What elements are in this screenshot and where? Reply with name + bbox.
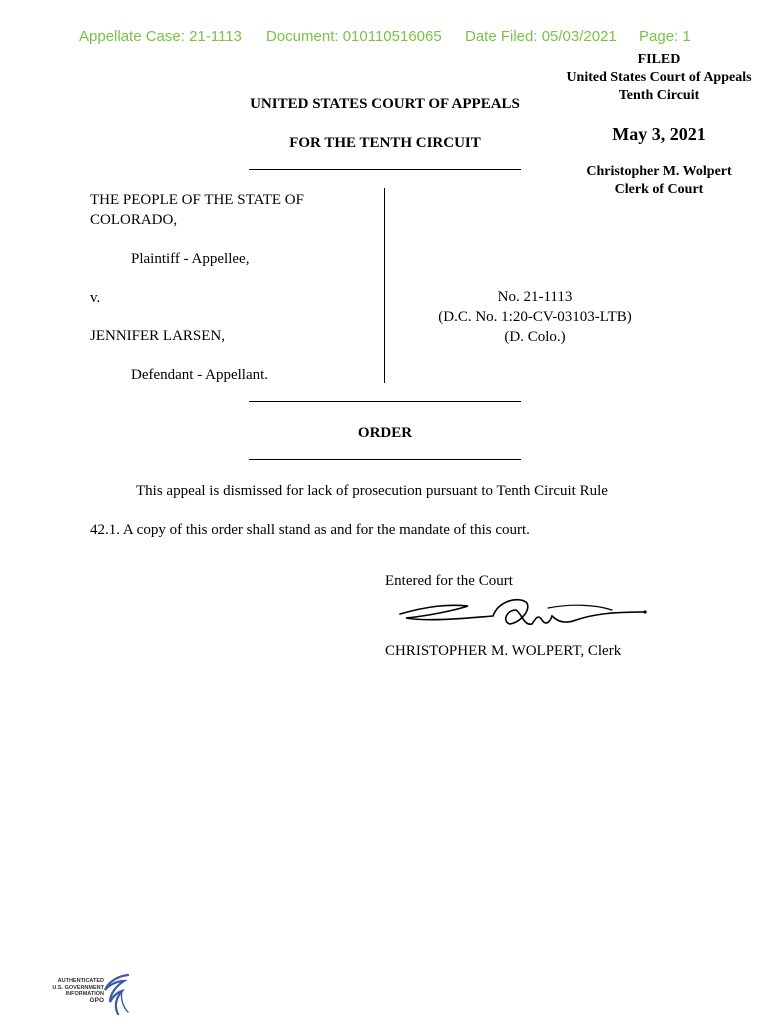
plaintiff-name [90, 190, 304, 230]
gpo-logo-text [42, 978, 104, 1004]
gpo-line2: U.S. GOVERNMENT [52, 984, 104, 991]
clerk-signature [398, 592, 653, 637]
divider [249, 169, 521, 170]
divider [249, 459, 521, 460]
plaintiff-line1: THE PEOPLE OF THE STATE OF [90, 192, 304, 208]
defendant-name: JENNIFER LARSEN, [90, 328, 226, 344]
court-name: UNITED STATES COURT OF APPEALS [250, 96, 520, 112]
versus: v. [90, 290, 101, 306]
stamp-clerk-title: Clerk of Court [614, 182, 704, 197]
gpo-authenticated-logo [42, 972, 132, 1020]
banner-page: Page: 1 [639, 28, 691, 45]
filed-label: FILED [637, 52, 681, 67]
plaintiff-line2: COLORADO, [90, 212, 178, 228]
gpo-line4: GPO [89, 996, 104, 1004]
entered-for-court: Entered for the Court [385, 573, 513, 589]
stamp-court: United States Court of Appeals [566, 70, 752, 85]
clerk-name-title: CHRISTOPHER M. WOLPERT, Clerk [385, 643, 622, 659]
order-body-line1: This appeal is dismissed for lack of prosecution pursuant to Tenth Circuit Rule [136, 483, 608, 499]
banner-document: Document: 010110516065 [266, 28, 442, 45]
banner-case: Appellate Case: 21-1113 [79, 28, 242, 45]
stamp-circuit: Tenth Circuit [618, 88, 700, 103]
case-number: No. 21-1113 [497, 289, 573, 305]
order-title: ORDER [357, 425, 413, 441]
gpo-line3: INFORMATION [65, 991, 104, 997]
defendant-role: Defendant - Appellant. [131, 367, 269, 383]
gpo-line1: AUTHENTICATED [57, 978, 104, 984]
banner-date-filed: Date Filed: 05/03/2021 [465, 28, 617, 45]
district: (D. Colo.) [504, 329, 566, 345]
plaintiff-role: Plaintiff - Appellee, [131, 251, 250, 267]
court-circuit: FOR THE TENTH CIRCUIT [289, 135, 481, 151]
caption-divider [384, 188, 385, 383]
eagle-icon [98, 972, 132, 1018]
divider [249, 401, 521, 402]
stamp-clerk-name: Christopher M. Wolpert [586, 164, 732, 179]
filed-stamp [548, 51, 770, 105]
district-case-number: (D.C. No. 1:20-CV-03103-LTB) [438, 309, 632, 325]
order-body-line2: 42.1. A copy of this order shall stand as and for the mandate of this court. [90, 522, 530, 538]
case-numbers [400, 287, 670, 347]
filed-date: May 3, 2021 [612, 124, 706, 144]
stamp-clerk [548, 163, 770, 199]
